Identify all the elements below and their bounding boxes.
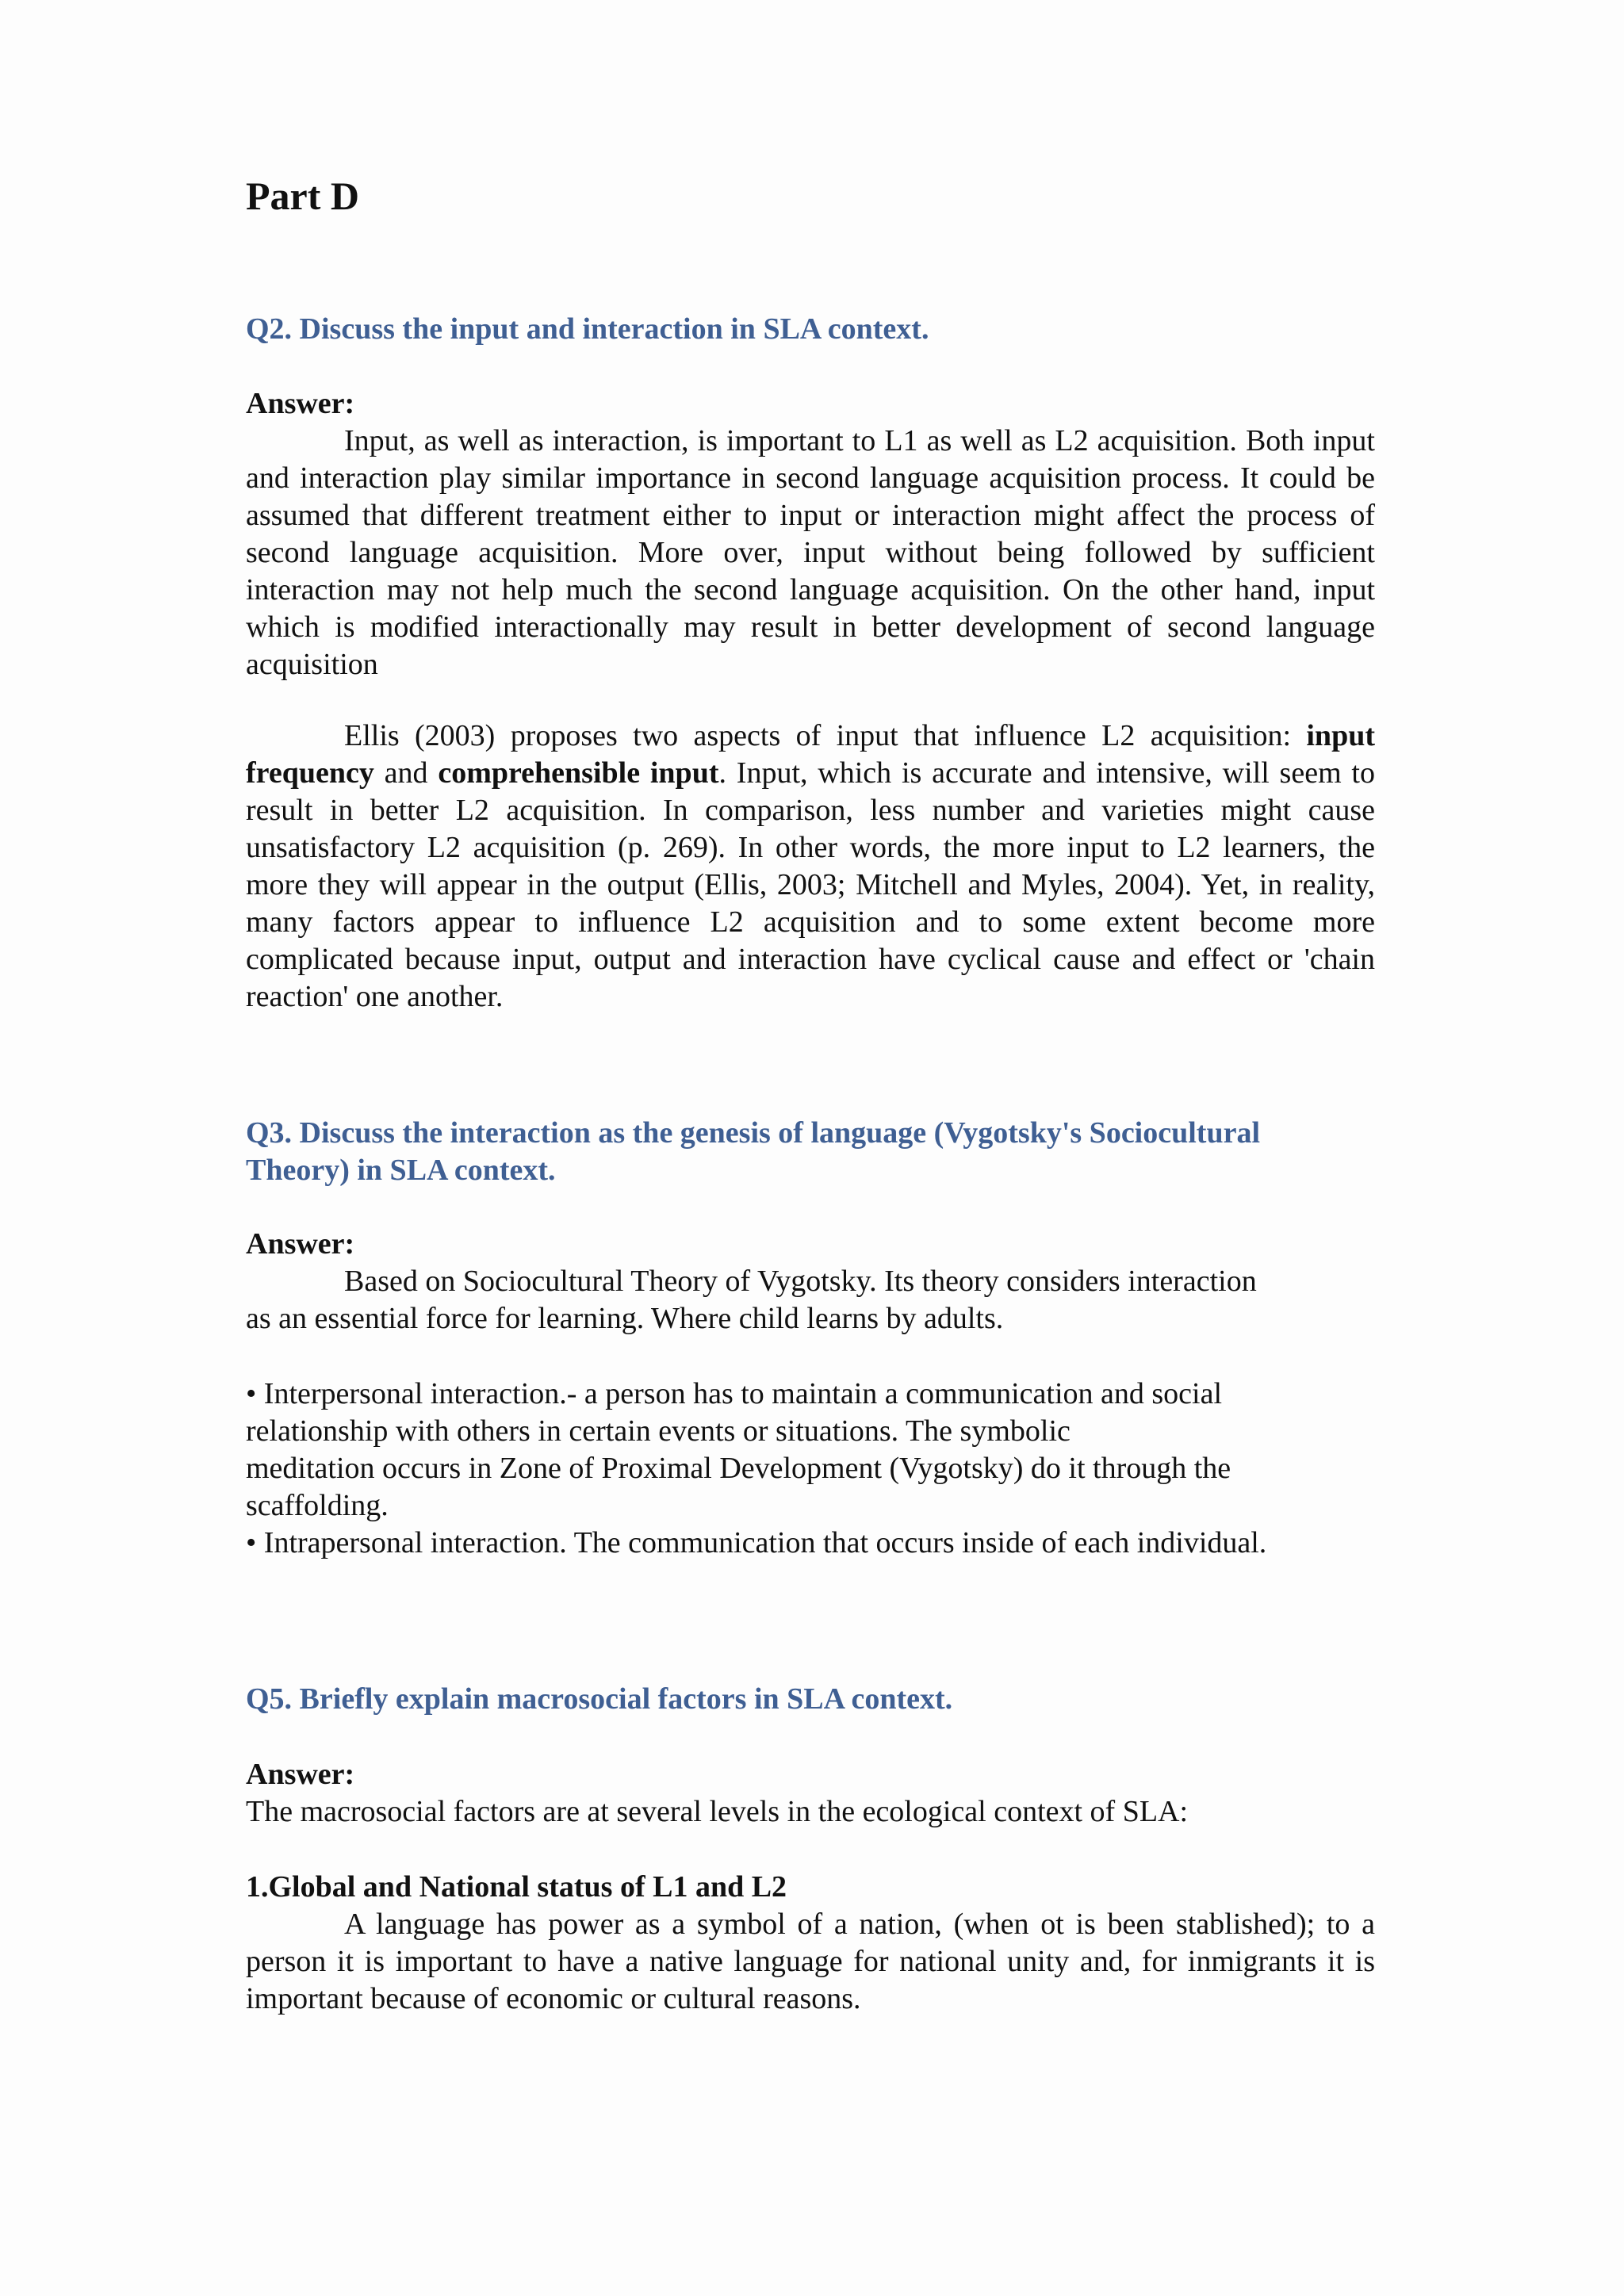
bullet-interpersonal-line-2: relationship with others in certain events or situations. The symbolic	[246, 1414, 1071, 1448]
q2-para2-text-c: and	[373, 756, 439, 790]
q2-paragraph-1: Input, as well as interaction, is important to L1 as well as L2 acquisition. Both input and interaction play similar importance in second language acquisition process. It could be assumed that different treatment either to input or interaction might affect the process of second language acquisition. More over, input without being followed by sufficient interaction may not help much the second language acquisition. On the other hand, input which is modified interactionally may result in better development of second language acquisition	[246, 424, 1375, 681]
bullet-interpersonal-line-1: • Interpersonal interaction.- a person has to maintain a communication and social	[246, 1377, 1223, 1410]
bullet-intrapersonal: • Intrapersonal interaction. The communication that occurs inside of each individual.	[246, 1526, 1267, 1559]
page-title: Part D	[246, 174, 359, 218]
q5-subheading: 1.Global and National status of L1 and L2	[246, 1870, 787, 1904]
answer-label: Answer:	[246, 1758, 355, 1791]
q3-paragraph-line-2: as an essential force for learning. Where child learns by adults.	[246, 1302, 1004, 1335]
q5-subsection	[246, 1869, 1375, 2018]
q3-section	[246, 1115, 1375, 1189]
q5-section	[246, 1681, 1375, 1718]
q5-intro: The macrosocial factors are at several levels in the ecological context of SLA:	[246, 1795, 1189, 1828]
q5-paragraph: A language has power as a symbol of a nation, (when ot is been stablished); to a person it is important to have a native language for national unity and, for inmigrants it is important because of economic or cultural reasons.	[246, 1908, 1375, 2015]
q3-question-line-1: Q3. Discuss the interaction as the genesis of language (Vygotsky's Sociocultural	[246, 1116, 1261, 1150]
bullet-interpersonal-line-4: scaffolding.	[246, 1489, 389, 1522]
q2-answer	[246, 385, 1375, 683]
bullet-interpersonal-line-3: meditation occurs in Zone of Proximal Development (Vygotsky) do it through the	[246, 1452, 1231, 1485]
q2-paragraph-2-block	[246, 718, 1375, 1016]
q5-question: Q5. Briefly explain macrosocial factors in SLA context.	[246, 1682, 953, 1716]
q2-para2-text-e: . Input, which is accurate and intensive, will seem to result in better L2 acquisition. In comparison, less number and varieties might cause unsatisfactory L2 acquisition (p. 269). In other words, the more input to L2 learners, the more they will appear in the output (Ellis, 2003; Mitchell and Myles, 2004). Yet, in reality, many factors appear to influence L2 acquisition and to some extent become more complicated because input, output and interaction have cyclical cause and effect or 'chain reaction' one another.	[246, 756, 1375, 1013]
q2-paragraph-2	[246, 718, 1375, 1016]
q3-paragraph-line-1: Based on Sociocultural Theory of Vygotsky. Its theory considers interaction	[344, 1265, 1257, 1298]
q3-bullets	[246, 1376, 1375, 1562]
term-input-frequency: input frequency	[246, 719, 1375, 790]
q2-question: Q2. Discuss the input and interaction in SLA context.	[246, 312, 929, 346]
answer-label: Answer:	[246, 387, 355, 420]
term-comprehensible-input: comprehensible input	[438, 756, 719, 790]
q2-section	[246, 311, 1375, 348]
q2-para2-text-a: Ellis (2003) proposes two aspects of input that influence L2 acquisition:	[344, 719, 1307, 752]
q3-answer	[246, 1226, 1375, 1337]
q5-answer	[246, 1756, 1375, 1831]
answer-label: Answer:	[246, 1227, 355, 1261]
q3-question-line-2: Theory) in SLA context.	[246, 1154, 556, 1187]
